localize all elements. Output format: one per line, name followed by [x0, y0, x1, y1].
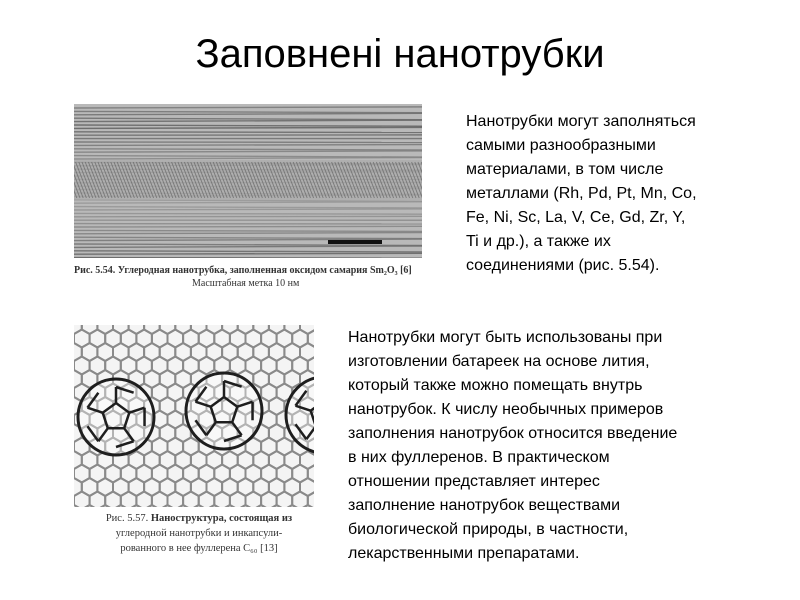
p2-line: нанотрубок. К числу необычных примеров — [348, 401, 664, 418]
figure-2-caption-prefix: Рис. 5.57. — [105, 513, 149, 524]
p1-line: самыми разнообразными — [466, 137, 656, 154]
p1-line: соединениями (рис. 5.54). — [466, 257, 660, 274]
micrograph-image — [74, 104, 422, 258]
p2-line: заполнения нанотрубок относится введение — [348, 425, 678, 442]
p2-line: биологической природы, в частности, — [348, 521, 629, 538]
paragraph-filling-materials — [466, 110, 766, 278]
p2-line: который также можно помещать внутрь — [348, 377, 643, 394]
figure-2-caption-line-2: углеродной нанотрубки и инкапсули- — [115, 528, 283, 539]
fullerene-nanotube-illustration — [74, 325, 314, 507]
nanotube-micrograph — [74, 104, 422, 258]
figure-1-caption — [74, 264, 434, 290]
figure-1-caption-line-1: Рис. 5.54. Углеродная нанотрубка, заполненная оксидом самария Sm₂O₃ [6] — [74, 265, 412, 276]
p1-line: металлами (Rh, Pd, Pt, Mn, Co, — [466, 185, 697, 202]
p2-line: Нанотрубки могут быть использованы при — [348, 329, 663, 346]
figure-1-caption-line-2: Масштабная метка 10 нм — [192, 278, 300, 289]
p2-line: заполнение нанотрубок веществами — [348, 497, 621, 514]
p2-line: в них фуллеренов. В практическом — [348, 449, 610, 466]
p2-line: лекарственными препаратами. — [348, 545, 580, 562]
figure-2-caption-line-3: рованного в нее фуллерена C₆₀ [13] — [120, 543, 278, 554]
paragraph-applications — [348, 326, 778, 566]
p1-line: Fe, Ni, Sc, La, V, Ce, Gd, Zr, Y, — [466, 209, 686, 226]
figure-2-caption-title: Наноструктура, состоящая из — [150, 513, 293, 524]
p1-line: Нанотрубки могут заполняться — [466, 113, 696, 130]
fullerene-image — [74, 325, 314, 507]
p1-line: Ti и др.), а также их — [466, 233, 611, 250]
figure-2-caption — [74, 511, 324, 556]
p1-line: материалами, в том числе — [466, 161, 664, 178]
p2-line: отношении представляет интерес — [348, 473, 600, 490]
slide-title: Заповнені нанотрубки — [195, 32, 605, 76]
p2-line: изготовлении батареек на основе лития, — [348, 353, 650, 370]
